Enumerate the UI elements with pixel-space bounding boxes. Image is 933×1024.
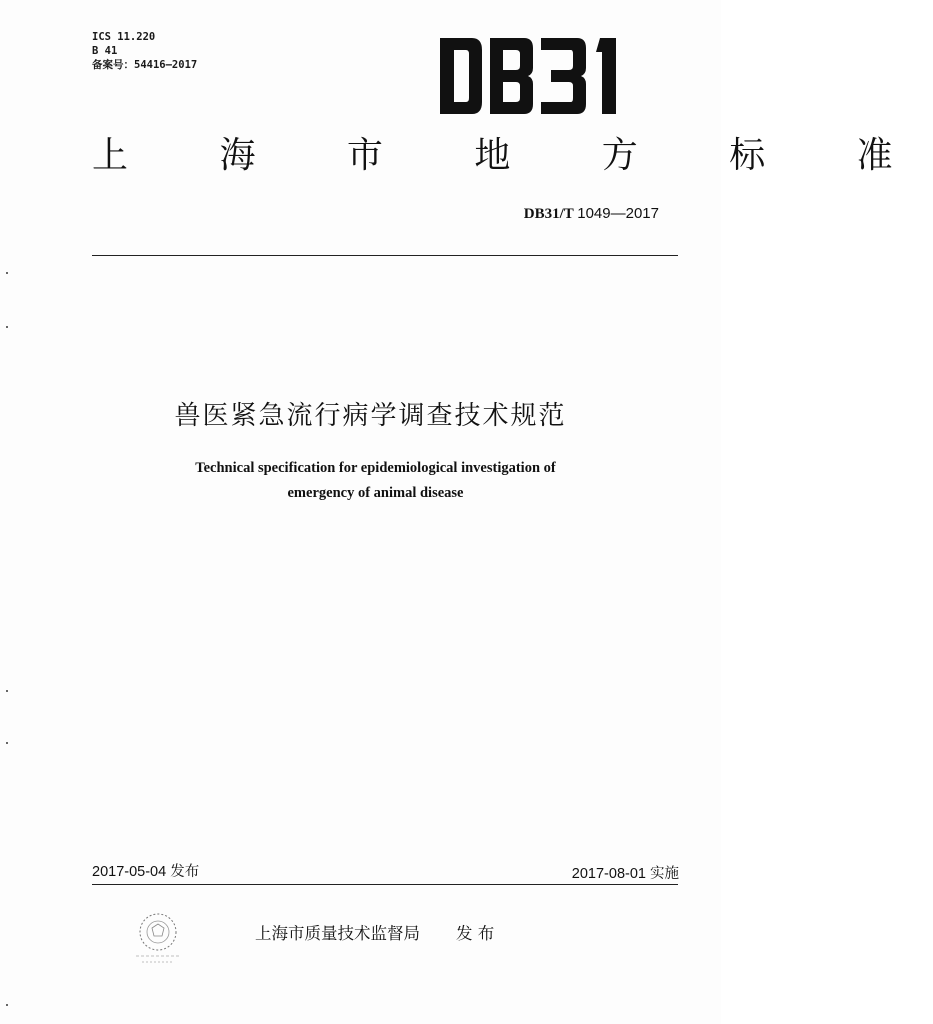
scan-mark	[6, 272, 8, 274]
db31-logo	[438, 36, 638, 116]
scan-mark	[6, 742, 8, 744]
top-divider	[92, 255, 678, 256]
chinese-title: 兽医紧急流行病学调查技术规范	[174, 401, 567, 431]
issuing-authority	[255, 920, 494, 944]
scan-mark	[6, 326, 8, 328]
standard-category: 上 海 市 地 方 标 准	[92, 135, 933, 176]
english-title-line-2: emergency of animal disease	[287, 485, 464, 501]
scan-mark	[6, 1004, 8, 1006]
record-number: 备案号：54416—2017	[92, 59, 198, 71]
issuer-name: 上海市质量技术监督局	[255, 924, 420, 943]
scan-mark	[6, 690, 8, 692]
english-title	[0, 456, 721, 506]
standard-number-suffix: 1049—2017	[577, 205, 659, 222]
standard-number	[524, 205, 659, 223]
ics-code: ICS 11.220	[92, 31, 156, 43]
issuer-verb: 发 布	[456, 924, 495, 943]
classification-block	[92, 30, 197, 72]
english-title-line-1: Technical specification for epidemiological investigation of	[195, 460, 556, 476]
standard-number-prefix: DB31/T	[523, 206, 578, 222]
effective-date: 2017-08-01 实施	[571, 866, 679, 882]
publication-date: 2017-05-04 发布	[92, 864, 200, 880]
official-seal-icon	[122, 904, 194, 968]
ccs-code: B 41	[92, 45, 118, 57]
bottom-divider	[92, 884, 678, 885]
